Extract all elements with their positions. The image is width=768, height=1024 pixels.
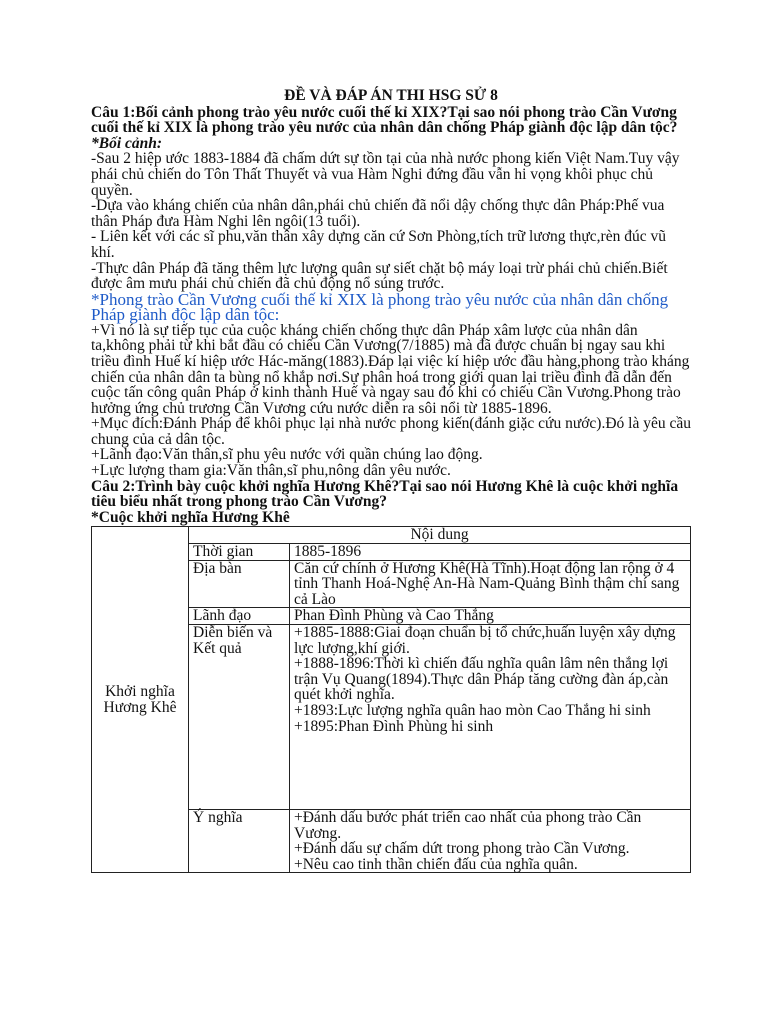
phong-trao-paragraph: +Vì nó là sự tiếp tục của cuộc kháng chiến chống thực dân Pháp xâm lược của nhân dân ta,không phải từ khi bắt đầu có chiếu Cần Vương(7/1885) mà đã được chuẩn bị ngay sau khi triều đình Huế kí hiệp ước Hác-măng(1883).Đáp lại việc kí hiệp ước đầu hàng,phong trào kháng chiến của nhân dân ta bùng nổ khắp nơi.Sự phân hoá trong giới quan lại triều đình đã dẫn đến cuộc tấn công quân Pháp ở kinh thành Huế và ngay sau đó khi có chiếu Cần Vương.Phong trào hưởng ứng chủ trương Cần Vương cứu nước diễn ra sôi nổi từ 1885-1896. [91,321,690,417]
row-content [290,810,691,873]
document-title: ĐỀ VÀ ĐÁP ÁN THI HSG SỬ 8 [284,87,498,104]
content-line: +Đánh dấu bước phát triển cao nhất của phong trào Cần Vương. [294,809,642,842]
huong-khe-table [91,526,691,873]
document-page [91,88,691,873]
table-row-label: Khởi nghĩa Hương Khê [92,527,189,873]
row-content [290,625,691,810]
table-header: Nội dung [189,527,691,544]
row-label: Lãnh đạo [189,608,290,625]
table-header-row [92,527,691,544]
boi-canh-paragraph: -Dựa vào kháng chiến của nhân dân,phái chủ chiến đã nổi dậy chống thực dân Pháp:Phế vua thân Pháp đưa Hàm Nghi lên ngôi(13 tuổi). [91,197,665,230]
row-content [290,608,691,625]
content-line: +1885-1888:Giai đoạn chuẩn bị tổ chức,huấn luyện xây dựng lực lượng,khí giới. [294,624,676,657]
content-line: +1888-1896:Thời kì chiến đấu nghĩa quân lâm nên thắng lợi trận Vụ Quang(1894).Thực dân Pháp tăng cường đàn áp,càn quét khởi nghĩa. [294,655,669,704]
phong-trao-paragraph: +Lực lượng tham gia:Văn thân,sĩ phu,nông dân yêu nước. [91,462,451,480]
boi-canh-paragraph: -Thực dân Pháp đã tăng thêm lực lượng quân sự siết chặt bộ máy loại trừ phái chủ chiến.Biết được âm mưu phái chủ chiến đã chủ động nổ súng trước. [91,259,668,293]
phong-trao-paragraph: +Lãnh đạo:Văn thân,sĩ phu yêu nước với quần chúng lao động. [91,446,483,464]
khoi-nghia-heading: *Cuộc khởi nghĩa Hương Khê [91,508,290,526]
row-label: Diễn biến và Kết quả [189,625,290,810]
content-line: +1895:Phan Đình Phùng hi sinh [294,717,494,735]
question-1: Câu 1:Bối cảnh phong trào yêu nước cuối thế kỉ XIX?Tại sao nói phong trào Cần Vương cuối thế kỉ XIX là phong trào yêu nước của nhân dân chống Pháp giành độc lập dân tộc? [91,103,678,137]
phong-trao-heading: *Phong trào Cần Vương cuối thế kỉ XIX là phong trào yêu nước của nhân dân chống Pháp giành độc lập dân tộc: [91,289,669,325]
row-content [290,544,691,561]
content-line: +Đánh dấu sự chấm dứt trong phong trào Cần Vương. [294,840,630,858]
boi-canh-paragraph: - Liên kết với các sĩ phu,văn thân xây dựng căn cứ Sơn Phòng,tích trữ lương thực,rèn đúc vũ khí. [91,228,666,261]
content-line: 1885-1896 [294,543,362,561]
boi-canh-paragraph: -Sau 2 hiệp ước 1883-1884 đã chấm dứt sự tồn tại của nhà nước phong kiến Việt Nam.Tuy vậy phái chủ chiến do Tôn Thất Thuyết và vua Hàm Nghi đứng đầu vẫn hi vọng khôi phục chủ quyền. [91,150,680,199]
question-2: Câu 2:Trình bày cuộc khởi nghĩa Hương Khê?Tại sao nói Hương Khê là cuộc khởi nghĩa tiêu biểu nhất trong phong trào Cần Vương? [91,477,679,511]
content-line: Phan Đình Phùng và Cao Thắng [294,607,494,625]
boi-canh-heading: *Bối cảnh: [91,134,163,152]
phong-trao-paragraph: +Mục đích:Đánh Pháp để khôi phục lại nhà nước phong kiến(đánh giặc cứu nước).Đó là yêu cầu chung của cả dân tộc. [91,415,691,448]
row-content [290,560,691,608]
row-label: Thời gian [189,544,290,561]
content-line: +1893:Lực lượng nghĩa quân hao mòn Cao Thắng hi sinh [294,701,651,719]
content-line: +Nêu cao tinh thần chiến đấu của nghĩa quân. [294,855,578,873]
row-label: Ý nghĩa [189,810,290,873]
content-line: Căn cứ chính ở Hương Khê(Hà Tĩnh).Hoạt động lan rộng ở 4 tỉnh Thanh Hoá-Nghệ An-Hà Nam-Quảng Bình thậm chí sang cả Lào [294,559,680,608]
row-label: Địa bàn [189,560,290,608]
